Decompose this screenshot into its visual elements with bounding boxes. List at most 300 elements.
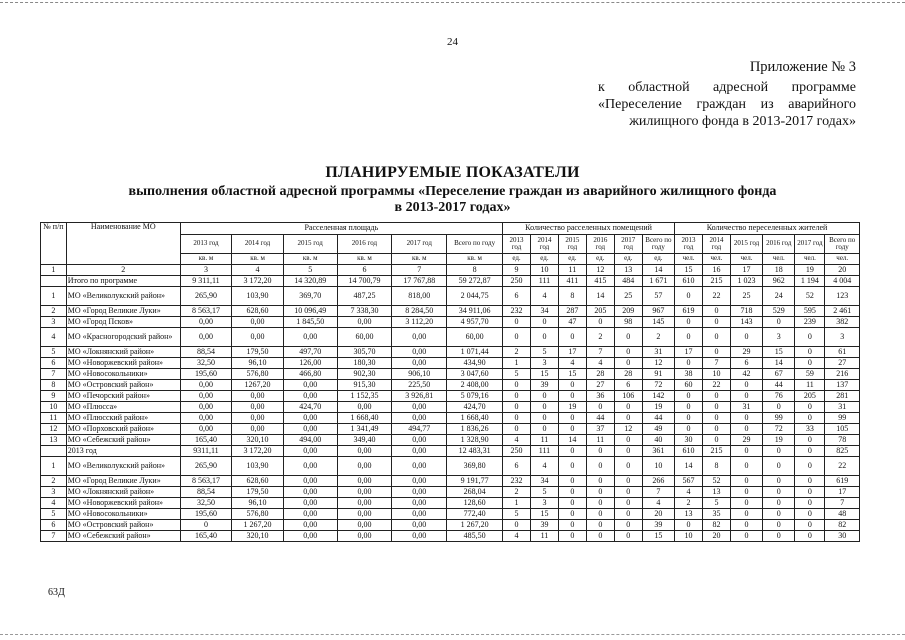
row-value: 2 xyxy=(586,328,614,347)
row-value: 12 483,31 xyxy=(447,446,503,457)
row-value: 137 xyxy=(825,380,860,391)
row-value: 0,00 xyxy=(180,424,232,435)
row-value: 0 xyxy=(530,328,558,347)
row-value: 619 xyxy=(675,306,703,317)
row-value: 195,60 xyxy=(180,509,232,520)
row-value: 19 xyxy=(763,435,795,446)
header-unit: чел. xyxy=(730,254,762,265)
row-number: 2 xyxy=(41,306,67,317)
row-value: 265,90 xyxy=(180,287,232,306)
row-number: 5 xyxy=(41,347,67,358)
row-value: 0,00 xyxy=(283,509,337,520)
title-subtitle: выполнения областной адресной программы «Переселение граждан из аварийного жилищного фонда xyxy=(128,184,777,199)
row-value: 628,60 xyxy=(232,476,284,487)
row-value: 99 xyxy=(825,413,860,424)
row-value: 179,50 xyxy=(232,347,284,358)
row-value: 4 xyxy=(530,457,558,476)
row-value: 3 047,60 xyxy=(447,369,503,380)
row-value: 15 xyxy=(763,347,795,358)
row-value: 179,50 xyxy=(232,487,284,498)
row-value: 0 xyxy=(795,457,825,476)
row-value: 0 xyxy=(730,413,762,424)
row-value: 0 xyxy=(763,457,795,476)
row-value: 11 xyxy=(530,531,558,542)
row-value: 0 xyxy=(730,476,762,487)
row-value: 0 xyxy=(503,413,531,424)
row-value: 0 xyxy=(503,328,531,347)
row-value: 239 xyxy=(795,317,825,328)
row-value: 98 xyxy=(614,317,642,328)
header-unit: кв. м xyxy=(180,254,232,265)
row-value: 44 xyxy=(763,380,795,391)
row-value: 529 xyxy=(763,306,795,317)
row-value: 0 xyxy=(675,287,703,306)
row-value: 17 xyxy=(675,347,703,358)
row-value: 0 xyxy=(614,435,642,446)
row-value: 4 xyxy=(558,358,586,369)
row-value: 0 xyxy=(795,435,825,446)
row-value: 0,00 xyxy=(392,531,447,542)
row-value: 434,90 xyxy=(447,358,503,369)
row-value: 1 023 xyxy=(730,276,762,287)
row-value: 361 xyxy=(642,446,674,457)
row-value: 349,40 xyxy=(337,435,392,446)
row-value: 0,00 xyxy=(180,391,232,402)
row-value: 4 xyxy=(675,487,703,498)
row-value: 0 xyxy=(558,487,586,498)
row-value: 0,00 xyxy=(337,520,392,531)
row-value: 610 xyxy=(675,276,703,287)
header-rooms-year: 2015 год xyxy=(558,235,586,254)
row-value: 1 671 xyxy=(642,276,674,287)
row-value: 60,00 xyxy=(447,328,503,347)
row-value: 1 836,26 xyxy=(447,424,503,435)
row-value: 0,00 xyxy=(232,317,284,328)
header-area-year: 2014 год xyxy=(232,235,284,254)
header-unit: кв. м xyxy=(447,254,503,265)
row-name: МО «Великолукский район» xyxy=(66,287,180,306)
row-value: 59 272,87 xyxy=(447,276,503,287)
table-row xyxy=(41,306,860,317)
table-row xyxy=(41,328,860,347)
table-row xyxy=(41,498,860,509)
row-value: 0,00 xyxy=(283,487,337,498)
row-value: 1 328,90 xyxy=(447,435,503,446)
appendix-line-3: «Переселение граждан из аварийного xyxy=(598,97,856,112)
column-number: 8 xyxy=(447,265,503,276)
row-value: 31 xyxy=(642,347,674,358)
table-row xyxy=(41,476,860,487)
row-value: 7 xyxy=(586,347,614,358)
row-value: 3 926,81 xyxy=(392,391,447,402)
row-value: 250 xyxy=(503,276,531,287)
row-value: 494,77 xyxy=(392,424,447,435)
row-value: 13 xyxy=(702,487,730,498)
header-group-area: Расселенная площадь xyxy=(180,223,502,235)
table-row xyxy=(41,380,860,391)
row-value: 0 xyxy=(503,520,531,531)
row-value: 10 096,49 xyxy=(283,306,337,317)
row-value: 0 xyxy=(795,487,825,498)
row-value: 195,60 xyxy=(180,369,232,380)
row-value: 3 172,20 xyxy=(232,276,284,287)
row-value: 22 xyxy=(702,380,730,391)
row-number: 3 xyxy=(41,487,67,498)
header-rooms-year: Всего по году xyxy=(642,235,674,254)
row-value: 0 xyxy=(730,328,762,347)
row-value: 0 xyxy=(614,520,642,531)
row-value: 962 xyxy=(763,276,795,287)
row-value: 0 xyxy=(763,531,795,542)
row-value: 0,00 xyxy=(180,413,232,424)
row-value: 0 xyxy=(586,498,614,509)
row-value: 209 xyxy=(614,306,642,317)
row-value: 0,00 xyxy=(337,498,392,509)
row-name: МО «Островский район» xyxy=(66,380,180,391)
table-row xyxy=(41,369,860,380)
column-number: 16 xyxy=(702,265,730,276)
row-value: 3 xyxy=(530,358,558,369)
row-value: 0 xyxy=(503,380,531,391)
row-value: 0,00 xyxy=(337,531,392,542)
row-name: МО «Печорский район» xyxy=(66,391,180,402)
row-value: 61 xyxy=(825,347,860,358)
row-value: 14 xyxy=(558,435,586,446)
row-value: 0 xyxy=(586,520,614,531)
row-value: 0,00 xyxy=(283,520,337,531)
row-value: 7 xyxy=(642,487,674,498)
row-value: 60 xyxy=(675,380,703,391)
row-value: 17 xyxy=(558,347,586,358)
row-value: 0,00 xyxy=(180,317,232,328)
row-value: 0 xyxy=(503,391,531,402)
row-value: 1 668,40 xyxy=(337,413,392,424)
row-value: 143 xyxy=(730,317,762,328)
row-value: 1 267,20 xyxy=(232,520,284,531)
row-value: 19 xyxy=(558,402,586,413)
row-value: 35 xyxy=(702,509,730,520)
row-value: 0,00 xyxy=(392,328,447,347)
row-value: 8 xyxy=(558,287,586,306)
header-unit: ед. xyxy=(586,254,614,265)
row-value: 17 xyxy=(825,487,860,498)
row-value: 497,70 xyxy=(283,347,337,358)
row-number: 11 xyxy=(41,413,67,424)
row-value: 165,40 xyxy=(180,435,232,446)
row-value: 44 xyxy=(586,413,614,424)
row-value: 22 xyxy=(702,287,730,306)
row-value: 576,80 xyxy=(232,369,284,380)
appendix-line-2: к областной адресной программе xyxy=(598,80,856,95)
row-value: 0,00 xyxy=(283,531,337,542)
row-value: 128,60 xyxy=(447,498,503,509)
row-value: 0 xyxy=(558,424,586,435)
row-value: 3 xyxy=(530,498,558,509)
row-value: 19 xyxy=(642,402,674,413)
row-name: МО «Великолукский район» xyxy=(66,457,180,476)
row-value: 5 xyxy=(702,498,730,509)
row-value: 47 xyxy=(558,317,586,328)
row-value: 0 xyxy=(702,424,730,435)
header-unit: ед. xyxy=(530,254,558,265)
appendix-header xyxy=(598,59,856,130)
table-row xyxy=(41,413,860,424)
row-number: 7 xyxy=(41,531,67,542)
row-value: 0,00 xyxy=(337,476,392,487)
row-value: 902,30 xyxy=(337,369,392,380)
row-value: 0 xyxy=(586,476,614,487)
row-value: 265,90 xyxy=(180,457,232,476)
scan-edge-bottom xyxy=(0,634,905,635)
row-value: 0 xyxy=(795,328,825,347)
header-unit: кв. м xyxy=(392,254,447,265)
row-value: 0,00 xyxy=(232,328,284,347)
table-row xyxy=(41,457,860,476)
row-value: 96,10 xyxy=(232,498,284,509)
row-value: 772,40 xyxy=(447,509,503,520)
row-value: 96,10 xyxy=(232,358,284,369)
row-value: 88,54 xyxy=(180,347,232,358)
row-value: 0 xyxy=(763,509,795,520)
row-value: 487,25 xyxy=(337,287,392,306)
row-value: 0 xyxy=(558,498,586,509)
column-number: 10 xyxy=(530,265,558,276)
row-value: 2 xyxy=(642,328,674,347)
row-value: 10 xyxy=(675,531,703,542)
row-value: 0 xyxy=(614,509,642,520)
row-value: 3 172,20 xyxy=(232,446,284,457)
header-unit: ед. xyxy=(558,254,586,265)
row-value: 78 xyxy=(825,435,860,446)
row-value: 82 xyxy=(702,520,730,531)
row-value: 0 xyxy=(702,413,730,424)
row-value: 0 xyxy=(558,457,586,476)
row-value: 30 xyxy=(675,435,703,446)
header-unit: кв. м xyxy=(232,254,284,265)
row-value: 484 xyxy=(614,276,642,287)
row-value: 0 xyxy=(795,520,825,531)
row-value: 10 xyxy=(702,369,730,380)
row-value: 32,50 xyxy=(180,498,232,509)
header-rooms-year: 2017 год xyxy=(614,235,642,254)
header-unit: ед. xyxy=(503,254,531,265)
row-value: 32,50 xyxy=(180,358,232,369)
row-value: 0 xyxy=(795,498,825,509)
row-value: 320,10 xyxy=(232,435,284,446)
document-title xyxy=(0,164,905,216)
row-value: 0 xyxy=(763,402,795,413)
row-value: 0 xyxy=(795,358,825,369)
row-value: 0 xyxy=(614,476,642,487)
row-value: 0 xyxy=(586,531,614,542)
header-people-year: 2013 год xyxy=(675,235,703,254)
row-value: 0 xyxy=(586,487,614,498)
row-value: 8 xyxy=(702,457,730,476)
header-no: № п/п xyxy=(41,223,67,265)
row-value: 25 xyxy=(614,287,642,306)
row-value: 0 xyxy=(614,402,642,413)
row-value: 111 xyxy=(530,446,558,457)
row-value: 30 xyxy=(825,531,860,542)
row-value: 268,04 xyxy=(447,487,503,498)
row-value: 1 xyxy=(503,498,531,509)
row-name: МО «Новосокольники» xyxy=(66,509,180,520)
row-value: 0 xyxy=(675,413,703,424)
page-number: 24 xyxy=(447,36,458,48)
header-unit: чел. xyxy=(763,254,795,265)
header-people-year: Всего по году xyxy=(825,235,860,254)
header-area-year: 2017 год xyxy=(392,235,447,254)
column-number: 12 xyxy=(586,265,614,276)
row-value: 0 xyxy=(558,380,586,391)
row-value: 0 xyxy=(530,391,558,402)
row-value: 0 xyxy=(730,380,762,391)
row-value: 205 xyxy=(586,306,614,317)
table-row xyxy=(41,487,860,498)
row-value: 0,00 xyxy=(392,358,447,369)
row-value: 0 xyxy=(763,476,795,487)
header-unit: кв. м xyxy=(283,254,337,265)
row-value: 287 xyxy=(558,306,586,317)
row-value: 1 071,44 xyxy=(447,347,503,358)
row-value: 0 xyxy=(763,498,795,509)
row-value: 619 xyxy=(825,476,860,487)
row-value: 0 xyxy=(730,424,762,435)
row-value: 6 xyxy=(614,380,642,391)
row-value: 485,50 xyxy=(447,531,503,542)
row-value: 0 xyxy=(763,487,795,498)
row-value: 1 xyxy=(503,358,531,369)
row-value: 628,60 xyxy=(232,306,284,317)
row-value: 24 xyxy=(763,287,795,306)
header-area-year: 2016 год xyxy=(337,235,392,254)
row-value: 76 xyxy=(763,391,795,402)
row-value: 13 xyxy=(675,509,703,520)
row-value: 0 xyxy=(558,509,586,520)
row-value: 2 xyxy=(503,347,531,358)
row-value: 8 563,17 xyxy=(180,306,232,317)
row-value: 0,00 xyxy=(283,476,337,487)
table-row xyxy=(41,347,860,358)
row-value: 14 700,79 xyxy=(337,276,392,287)
row-value: 0 xyxy=(763,317,795,328)
row-value: 0 xyxy=(530,424,558,435)
row-value: 1 267,20 xyxy=(447,520,503,531)
row-value: 1 845,50 xyxy=(283,317,337,328)
row-value: 0,00 xyxy=(283,457,337,476)
row-name: МО «Красногородский район» xyxy=(66,328,180,347)
row-value: 38 xyxy=(675,369,703,380)
row-value: 0,00 xyxy=(232,391,284,402)
row-value: 250 xyxy=(503,446,531,457)
row-value: 145 xyxy=(642,317,674,328)
row-value: 0 xyxy=(702,402,730,413)
row-value: 0,00 xyxy=(392,487,447,498)
row-value: 5 xyxy=(503,509,531,520)
row-value: 2 xyxy=(503,487,531,498)
row-value: 818,00 xyxy=(392,287,447,306)
row-value: 906,10 xyxy=(392,369,447,380)
row-value: 0,00 xyxy=(283,413,337,424)
row-value: 91 xyxy=(642,369,674,380)
header-rooms-year: 2013 год xyxy=(503,235,531,254)
row-value: 28 xyxy=(614,369,642,380)
row-value: 27 xyxy=(586,380,614,391)
row-value: 0 xyxy=(586,446,614,457)
row-value: 12 xyxy=(642,358,674,369)
row-value: 39 xyxy=(642,520,674,531)
header-unit: чел. xyxy=(675,254,703,265)
row-value: 424,70 xyxy=(447,402,503,413)
row-value: 7 xyxy=(825,498,860,509)
row-value: 126,00 xyxy=(283,358,337,369)
row-name: Итого по программе xyxy=(66,276,180,287)
row-value: 34 xyxy=(530,476,558,487)
row-number xyxy=(41,446,67,457)
row-value: 0 xyxy=(614,328,642,347)
row-number: 4 xyxy=(41,498,67,509)
row-value: 0,00 xyxy=(337,446,392,457)
row-value: 14 xyxy=(586,287,614,306)
row-value: 0 xyxy=(795,446,825,457)
row-value: 0,00 xyxy=(392,476,447,487)
row-value: 0 xyxy=(795,413,825,424)
row-name: МО «Себежский район» xyxy=(66,435,180,446)
header-area-year: 2015 год xyxy=(283,235,337,254)
row-value: 34 911,06 xyxy=(447,306,503,317)
row-name: МО «Плюсса» xyxy=(66,402,180,413)
row-value: 0,00 xyxy=(283,391,337,402)
row-value: 0 xyxy=(558,520,586,531)
row-value: 9311,11 xyxy=(180,446,232,457)
row-value: 205 xyxy=(795,391,825,402)
row-value: 49 xyxy=(642,424,674,435)
row-value: 106 xyxy=(614,391,642,402)
row-value: 0 xyxy=(558,328,586,347)
row-value: 3 xyxy=(763,328,795,347)
row-value: 6 xyxy=(730,358,762,369)
row-value: 0,00 xyxy=(392,413,447,424)
row-value: 718 xyxy=(730,306,762,317)
row-value: 494,00 xyxy=(283,435,337,446)
table-row xyxy=(41,435,860,446)
row-number: 1 xyxy=(41,457,67,476)
appendix-title: Приложение № 3 xyxy=(749,59,856,75)
row-value: 180,30 xyxy=(337,358,392,369)
row-value: 14 xyxy=(675,457,703,476)
row-value: 0 xyxy=(763,520,795,531)
row-value: 915,30 xyxy=(337,380,392,391)
row-number: 6 xyxy=(41,520,67,531)
column-number: 14 xyxy=(642,265,674,276)
row-value: 382 xyxy=(825,317,860,328)
title-main: ПЛАНИРУЕМЫЕ ПОКАЗАТЕЛИ xyxy=(325,164,580,181)
row-value: 411 xyxy=(558,276,586,287)
row-value: 2 408,00 xyxy=(447,380,503,391)
header-group-rooms: Количество расселенных помещений xyxy=(503,223,675,235)
row-value: 0 xyxy=(702,391,730,402)
row-value: 14 320,89 xyxy=(283,276,337,287)
row-value: 1267,20 xyxy=(232,380,284,391)
row-value: 0,00 xyxy=(337,402,392,413)
row-number: 3 xyxy=(41,317,67,328)
row-value: 369,70 xyxy=(283,287,337,306)
row-value: 0,00 xyxy=(337,317,392,328)
row-value: 0 xyxy=(795,347,825,358)
row-value: 52 xyxy=(795,287,825,306)
row-value: 0 xyxy=(558,391,586,402)
row-value: 0 xyxy=(180,520,232,531)
